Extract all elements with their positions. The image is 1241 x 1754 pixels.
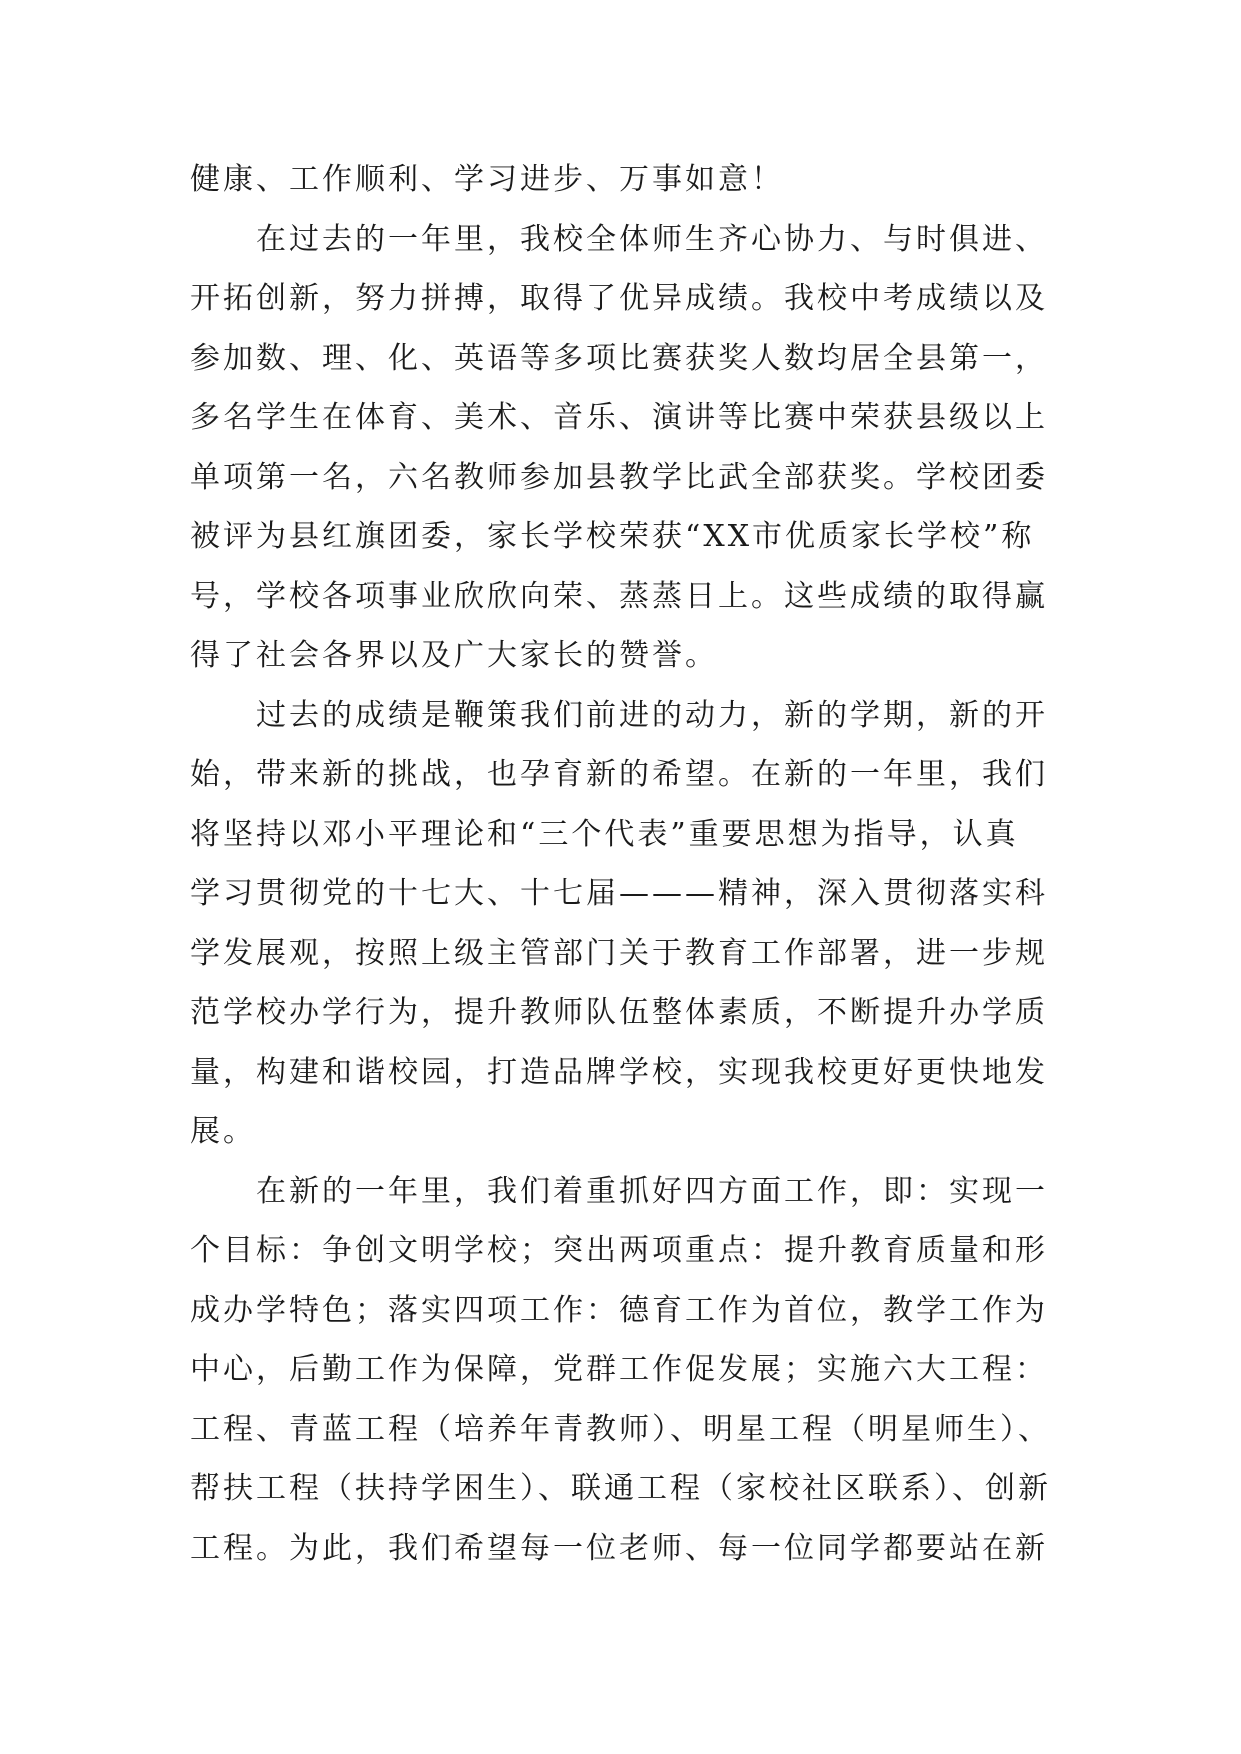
paragraph-4 — [190, 1162, 1070, 1579]
text-line: 量，构建和谐校园，打造品牌学校，实现我校更好更快地发 — [190, 1054, 1048, 1090]
text-line: 帮扶工程（扶持学困生）、联通工程（家校社区联系）、创新 — [190, 1471, 1051, 1506]
text-line: 成办学特色；落实四项工作：德育工作为首位，教学工作为 — [190, 1292, 1048, 1328]
document-body — [190, 150, 1070, 1578]
text-line: 多名学生在体育、美术、音乐、演讲等比赛中荣获县级以上 — [190, 400, 1048, 435]
text-line: 得了社会各界以及广大家长的赞誉。 — [190, 638, 718, 673]
paragraph-3 — [190, 686, 1070, 1162]
text-line: 始，带来新的挑战，也孕育新的希望。在新的一年里，我们 — [190, 757, 1048, 792]
text-line: 健康、工作顺利、学习进步、万事如意！ — [190, 162, 784, 197]
text-line: 工程。为此，我们希望每一位老师、每一位同学都要站在新 — [190, 1530, 1048, 1566]
text-line: 范学校办学行为，提升教师队伍整体素质，不断提升办学质 — [190, 995, 1048, 1030]
text-line: 单项第一名，六名教师参加县教学比武全部获奖。学校团委 — [190, 459, 1048, 495]
text-line: 将坚持以邓小平理论和“三个代表”重要思想为指导，认真 — [190, 816, 1019, 852]
text-line: 被评为县红旗团委，家长学校荣获“XX市优质家长学校”称 — [190, 519, 1035, 554]
text-line: 工程、青蓝工程（培养年青教师）、明星工程（明星师生）、 — [190, 1411, 1051, 1447]
text-line: 中心，后勤工作为保障，党群工作促发展；实施六大工程： — [190, 1352, 1048, 1387]
text-line: 在过去的一年里，我校全体师生齐心协力、与时俱进、 — [256, 221, 1048, 257]
text-line: 参加数、理、化、英语等多项比赛获奖人数均居全县第一， — [190, 340, 1048, 376]
text-line: 开拓创新，努力拼搏，取得了优异成绩。我校中考成绩以及 — [190, 281, 1048, 316]
text-line: 展。 — [190, 1114, 256, 1149]
text-line: 过去的成绩是鞭策我们前进的动力，新的学期，新的开 — [256, 697, 1048, 733]
paragraph-1 — [190, 150, 1070, 210]
text-line: 学习贯彻党的十七大、十七届———精神，深入贯彻落实科 — [190, 876, 1048, 911]
text-line: 个目标：争创文明学校；突出两项重点：提升教育质量和形 — [190, 1233, 1048, 1268]
paragraph-2 — [190, 210, 1070, 686]
text-line: 在新的一年里，我们着重抓好四方面工作，即：实现一 — [256, 1173, 1048, 1209]
text-line: 号，学校各项事业欣欣向荣、蒸蒸日上。这些成绩的取得赢 — [190, 578, 1048, 614]
text-line: 学发展观，按照上级主管部门关于教育工作部署，进一步规 — [190, 935, 1048, 971]
